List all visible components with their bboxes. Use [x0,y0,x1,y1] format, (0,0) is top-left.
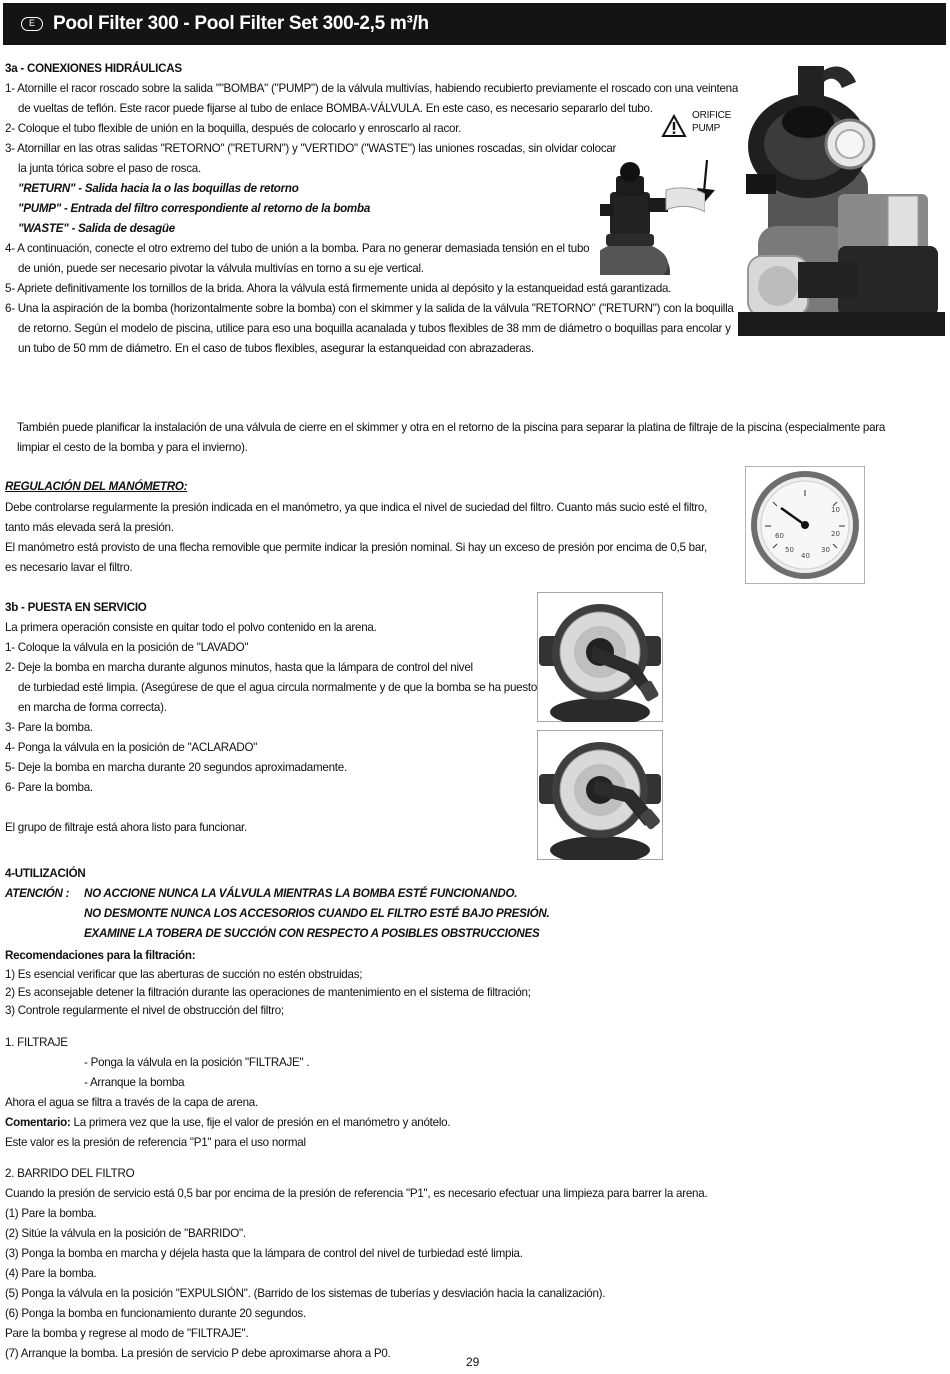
warning-line: EXAMINE LA TOBERA DE SUCCIÓN CON RESPECTO A POSIBLES OBSTRUCCIONES [84,927,540,940]
manometer-heading: REGULACIÓN DEL MANÓMETRO: [5,480,188,493]
gauge-tick-label: 30 [821,546,830,554]
section-3b-line: 1- Coloque la válvula en la posición de "LAVADO" [5,641,249,654]
section-3a-line: de unión, puede ser necesario pivotar la válvula multivías en torno a su eje vertical. [18,262,424,275]
barrido-line: (5) Ponga la válvula en la posición "EXPULSIÓN". (Barrido de los sistemas de tuberías y desviación hacia la canalización). [5,1287,606,1300]
recommendation-item: 1) Es esencial verificar que las aberturas de succión no estén obstruidas; [5,968,363,981]
gauge-tick-label: 20 [831,530,840,538]
barrido-line: Pare la bomba y regrese al modo de "FILTRAJE". [5,1327,249,1340]
manometer-line: El manómetro está provisto de una flecha removible que permite indicar la presión nominal. Si hay un exceso de presión por encima de 0,5 bar, [5,541,708,554]
section-3b-line: en marcha de forma correcta). [18,701,167,714]
recommendation-item: 2) Es aconsejable detener la filtración durante las operaciones de mantenimiento en el sistema de filtración; [5,986,531,999]
section-3b-heading: 3b - PUESTA EN SERVICIO [5,601,147,614]
barrido-line: (6) Ponga la bomba en funcionamiento durante 20 segundos. [5,1307,306,1320]
section-3b-line: 2- Deje la bomba en marcha durante algunos minutos, hasta que la lámpara de control del nivel [5,661,473,674]
section-3a-line: de retorno. Según el modelo de piscina, utilice para eso una boquilla acanalada y tubos flexibles de 38 mm de diámetro o boquillas para encolar y [18,322,731,335]
orifice-label: ORIFICE [692,110,732,121]
barrido-line: (1) Pare la bomba. [5,1207,97,1220]
recommendation-item: 3) Controle regularmente el nivel de obstrucción del filtro; [5,1004,284,1017]
section-3a-line: un tubo de 50 mm de diámetro. En el caso de tubos flexibles, asegurar la estanqueidad con abrazaderas. [18,342,534,355]
section-4-heading: 4-UTILIZACIÓN [5,867,86,880]
manometer-line: tanto más elevada será la presión. [5,521,174,534]
gauge-tick-label: 10 [831,506,840,514]
comment-text: La primera vez que la use, fije el valor de presión en el manómetro y anótelo. [70,1116,451,1129]
pump-label: PUMP [692,123,721,134]
note-line: También puede planificar la instalación de una válvula de cierre en el skimmer y otra en el retorno de la piscina para separar la platina de filtraje de la piscina (especialmente para [17,421,886,434]
warning-line: NO ACCIONE NUNCA LA VÁLVULA MIENTRAS LA BOMBA ESTÉ FUNCIONANDO. [84,887,518,900]
manometer-line: Debe controlarse regularmente la presión indicada en el manómetro, ya que indica el nivel de suciedad del filtro. Cuanto más sucio esté el filtro, [5,501,708,514]
manometer-line: es necesario lavar el filtro. [5,561,133,574]
filtraje-reference: Este valor es la presión de referencia "P1" para el uso normal [5,1136,306,1149]
section-3b-line: 3- Pare la bomba. [5,721,93,734]
gauge-tick-label: 50 [785,546,794,554]
page-number: 29 [466,1355,480,1369]
filtraje-step: - Arranque la bomba [84,1076,185,1089]
section-3b-line: La primera operación consiste en quitar todo el polvo contenido en la arena. [5,621,377,634]
section-3b-line: de turbiedad esté limpia. (Asegúrese de que el agua circula normalmente y de que la bomba se ha puesto [18,681,538,694]
barrido-line: Cuando la presión de servicio está 0,5 bar por encima de la presión de referencia "P1", es necesario efectuar una limpieza para barrer la arena. [5,1187,708,1200]
section-3a-line: 4- A continuación, conecte el otro extremo del tubo de unión a la bomba. Para no generar demasiada tensión en el tubo [5,242,590,255]
comment-line [5,1113,450,1133]
barrido-line: (3) Ponga la bomba en marcha y déjela hasta que la lámpara de control del nivel de turbiedad esté limpia. [5,1247,523,1260]
section-3b-line: 4- Ponga la válvula en la posición de "ACLARADO" [5,741,258,754]
page-header [3,3,946,45]
comment-label: Comentario: [5,1116,71,1129]
section-3b-line: 5- Deje la bomba en marcha durante 20 segundos aproximadamente. [5,761,347,774]
valve-position-image-2 [537,730,663,860]
section-3a-line: de vueltas de teflón. Este racor puede fijarse al tubo de enlace BOMBA-VÁLVULA. En este caso, es necesario separarlo del tubo. [18,102,653,115]
waste-definition: "WASTE" - Salida de desagüe [18,222,175,235]
page-title: Pool Filter 300 - Pool Filter Set 300-2,5 m³/h [53,13,429,34]
warning-triangle-icon [661,114,687,138]
section-3a-line: 1- Atornille el racor roscado sobre la salida ""BOMBA" ("PUMP") de la válvula multivías, habiendo recubierto previamente el roscado con una veintena [5,82,739,95]
multiport-valve-image [600,160,705,275]
filtraje-step: - Ponga la válvula en la posición "FILTRAJE" . [84,1056,310,1069]
section-3a-heading: 3a - CONEXIONES HIDRÁULICAS [5,62,182,75]
section-3a-line: 5- Apriete definitivamente los tornillos de la brida. Ahora la válvula está firmemente unida al depósito y la estanqueidad está garantizada. [5,282,672,295]
language-badge: E [21,17,43,31]
section-3a-line: la junta tórica sobre el paso de rosca. [18,162,201,175]
barrido-line: (7) Arranque la bomba. La presión de servicio P debe aproximarse ahora a P0. [5,1347,391,1360]
barrido-heading: 2. BARRIDO DEL FILTRO [5,1167,135,1180]
pump-definition: "PUMP" - Entrada del filtro correspondiente al retorno de la bomba [18,202,371,215]
barrido-line: (4) Pare la bomba. [5,1267,97,1280]
section-3a-line: 3- Atornillar en las otras salidas "RETORNO" ("RETURN") y "VERTIDO" ("WASTE") las uniones roscadas, sin olvidar colocar [5,142,617,155]
filtraje-line: Ahora el agua se filtra a través de la capa de arena. [5,1096,258,1109]
filter-pump-set-image [738,66,945,340]
section-3a-line: 2- Coloque el tubo flexible de unión en la boquilla, después de colocarlo y enroscarlo al racor. [5,122,462,135]
section-3a-line: 6- Una la aspiración de la bomba (horizontalmente sobre la bomba) con el skimmer y la salida de la válvula "RETORNO" ("RETURN") con la boquilla [5,302,734,315]
barrido-line: (2) Sitúe la válvula en la posición de "BARRIDO". [5,1227,246,1240]
section-3b-line: 6- Pare la bomba. [5,781,93,794]
gauge-tick-label: 40 [801,552,810,560]
section-3b-closing: El grupo de filtraje está ahora listo para funcionar. [5,821,247,834]
note-line: limpiar el cesto de la bomba y para el invierno). [17,441,248,454]
return-definition: "RETURN" - Salida hacia la o las boquillas de retorno [18,182,299,195]
warning-line: NO DESMONTE NUNCA LOS ACCESORIOS CUANDO EL FILTRO ESTÉ BAJO PRESIÓN. [84,907,550,920]
attention-label: ATENCIÓN : [5,887,70,900]
gauge-tick-label: 60 [775,532,784,540]
filtraje-heading: 1. FILTRAJE [5,1036,68,1049]
recommendations-heading: Recomendaciones para la filtración: [5,949,196,962]
valve-position-image-1 [537,592,663,722]
pressure-gauge-image [745,466,865,584]
